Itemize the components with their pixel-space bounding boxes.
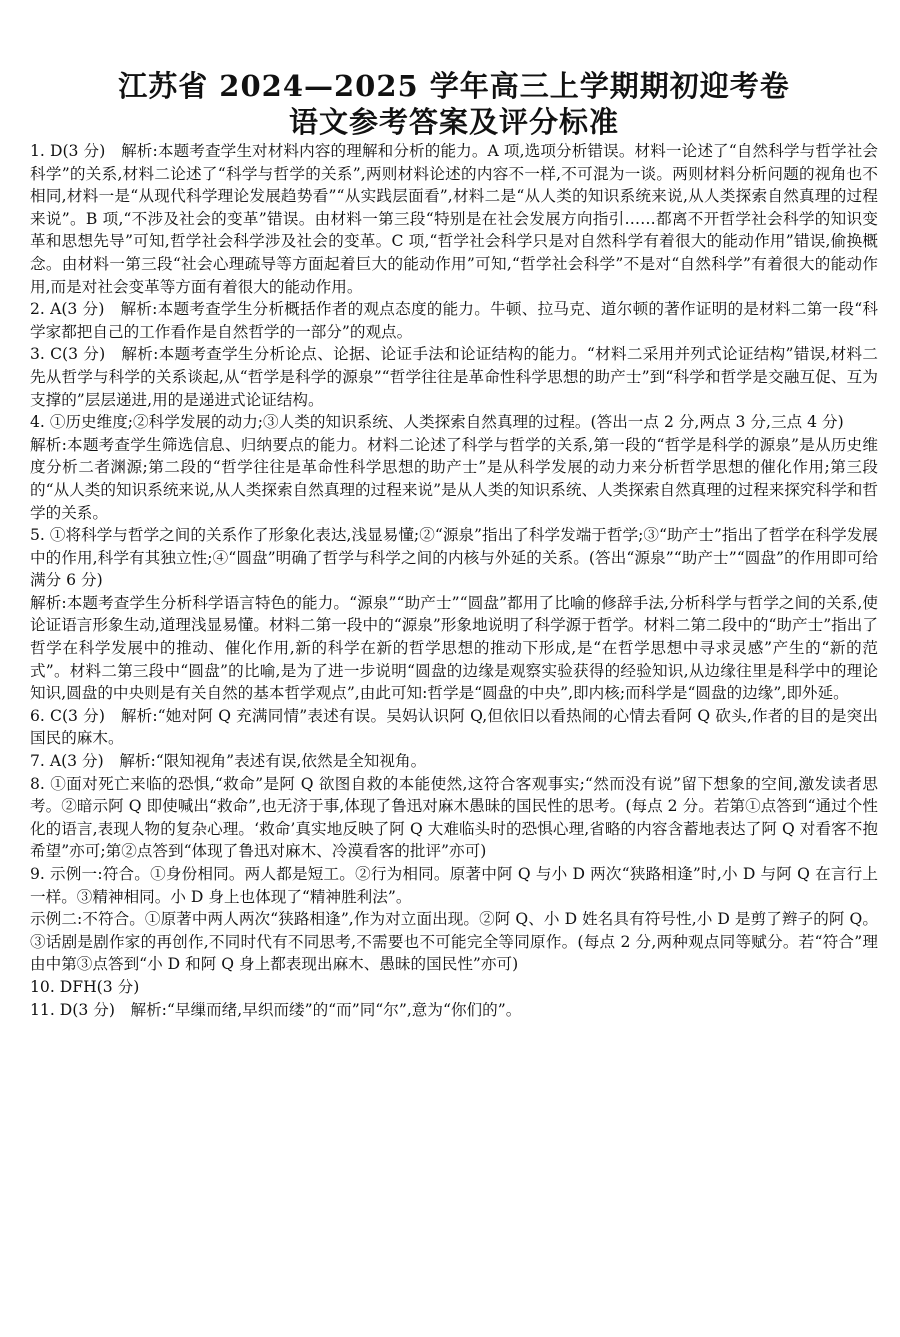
answer-list	[30, 140, 878, 1021]
answer-explanation: 解析:本题考查学生分析科学语言特色的能力。“源泉”“助产士”“圆盘”都用了比喻的修辞手法,分析科学与哲学之间的关系,使论证语言形象生动,道理浅显易懂。材料二第一段中的“源泉”形象地说明了科学源于哲学。材料二第二段中的“助产士”指出了哲学在科学发展中的推动、催化作用,新的科学在新的哲学思想的推动下形成,是“在哲学思想中寻求灵感”产生的“新的范式”。材料二第三段中“圆盘”的比喻,是为了进一步说明“圆盘的边缘是观察实验获得的经验知识,从边缘往里是科学中的理论知识,圆盘的中央则是有关自然的基本哲学观点”,由此可知:哲学是“圆盘的中央”,即内核;而科学是“圆盘的边缘”,即外延。	[30, 593, 878, 703]
answer-item: 9. 示例一:符合。①身份相同。两人都是短工。②行为相同。原著中阿 Q 与小 D 两次“狭路相逢”时,小 D 与阿 Q 在言行上一样。③精神相同。小 D 身上也体现了“精神胜利法”。	[30, 865, 878, 906]
answer-item: 2. A(3 分) 解析:本题考查学生分析概括作者的观点态度的能力。牛顿、拉马克、道尔顿的著作证明的是材料二第一段“科学家都把自己的工作看作是自然哲学的一部分”的观点。	[30, 300, 878, 341]
document-subtitle: 语文参考答案及评分标准	[288, 105, 619, 139]
answer-item: 11. D(3 分) 解析:“早缫而绪,早织而缕”的“而”同“尔”,意为“你们的”。	[30, 1000, 522, 1019]
answer-item: 1. D(3 分) 解析:本题考查学生对材料内容的理解和分析的能力。A 项,选项分析错误。材料一论述了“自然科学与哲学社会科学”的关系,材料二论述了“科学与哲学的关系”,两则材料论述的内容不一样,不可混为一谈。两则材料分析问题的视角也不相同,材料一是“从现代科学理论发展趋势看”“从实践层面看”,材料二是“从人类的知识系统来说,从人类探索自然真理的过程来说”。B 项,“不涉及社会的变革”错误。由材料一第三段“特别是在社会发展方向指引……都离不开哲学社会科学的知识变革和思想先导”可知,哲学社会科学涉及社会的变革。C 项,“哲学社会科学只是对自然科学有着很大的能动作用”错误,偷换概念。由材料一第三段“社会心理疏导等方面起着巨大的能动作用”可知,“哲学社会科学”不是对“自然科学”有着很大的能动作用,而是对社会变革等方面有着很大的能动作用。	[30, 142, 878, 296]
answer-item: 8. ①面对死亡来临的恐惧,“救命”是阿 Q 欲图自救的本能使然,这符合客观事实;“然而没有说”留下想象的空间,激发读者思考。②暗示阿 Q 即使喊出“救命”,也无济于事,体现了鲁迅对麻木愚昧的国民性的思考。(每点 2 分。若第①点答到“通过个性化的语言,表现人物的复杂心理。‘救命’真实地反映了阿 Q 大难临头时的恐惧心理,省略的内容含蓄地表达了阿 Q 对看客不抱希望”亦可;第②点答到“体现了鲁迅对麻木、冷漠看客的批评”亦可)	[30, 774, 878, 861]
answer-item: 6. C(3 分) 解析:“她对阿 Q 充满同情”表述有误。吴妈认识阿 Q,但依旧以看热闹的心情去看阿 Q 砍头,作者的目的是突出国民的麻木。	[30, 706, 878, 748]
answer-item: 5. ①将科学与哲学之间的关系作了形象化表达,浅显易懂;②“源泉”指出了科学发端于哲学;③“助产士”指出了哲学在科学发展中的作用,科学有其独立性;④“圆盘”明确了哲学与科学之间的内核与外延的关系。(答出“源泉”“助产士”“圆盘”的作用即可给满分 6 分)	[30, 526, 878, 590]
answer-example: 示例二:不符合。①原著中两人两次“狭路相逢”,作为对立面出现。②阿 Q、小 D 姓名具有符号性,小 D 是剪了辫子的阿 Q。③话剧是剧作家的再创作,不同时代有不同思考,不需要也不可能完全等同原作。(每点 2 分,两种观点同等赋分。若“符合”理由中第③点答到“小 D 和阿 Q 身上都表现出麻木、愚昧的国民性”亦可)	[30, 910, 878, 974]
answer-explanation: 解析:本题考查学生筛选信息、归纳要点的能力。材料二论述了科学与哲学的关系,第一段的“哲学是科学的源泉”是从历史维度分析二者渊源;第二段的“哲学往往是革命性科学思想的助产士”是从科学发展的动力来分析哲学思想的催化作用;第三段的“从人类的知识系统来说,从人类探索自然真理的过程来说”是从人类的知识系统、人类探索自然真理的过程来探究科学和哲学的关系。	[30, 435, 878, 522]
answer-item: 3. C(3 分) 解析:本题考查学生分析论点、论据、论证手法和论证结构的能力。“材料二采用并列式论证结构”错误,材料二先从哲学与科学的关系谈起,从“哲学是科学的源泉”“哲学往往是革命性科学思想的助产士”到“科学和哲学是交融互促、互为支撑的”层层递进,用的是递进式论证结构。	[30, 345, 878, 409]
answer-item: 4. ①历史维度;②科学发展的动力;③人类的知识系统、人类探索自然真理的过程。(答出一点 2 分,两点 3 分,三点 4 分)	[30, 413, 844, 432]
answer-item: 10. DFH(3 分)	[30, 977, 140, 996]
document-title: 江苏省 2024—2025 学年高三上学期期初迎考卷	[118, 69, 790, 103]
answer-item: 7. A(3 分) 解析:“限知视角”表述有误,依然是全知视角。	[30, 752, 427, 771]
